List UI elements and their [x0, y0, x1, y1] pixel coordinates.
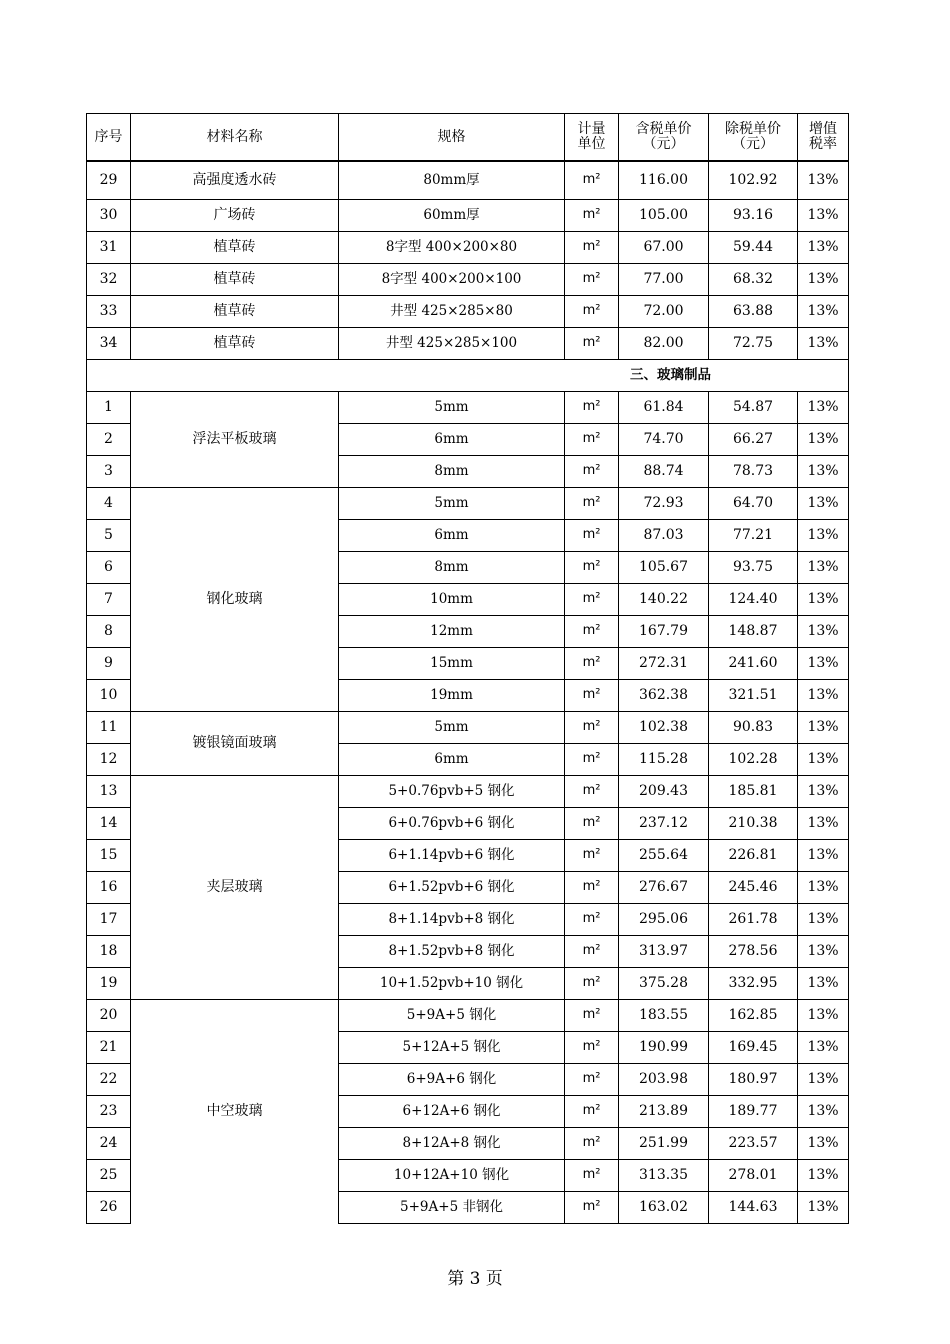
cell-vat: 13% [798, 871, 849, 903]
cell-seq: 15 [87, 839, 131, 871]
cell-unit: m² [565, 967, 619, 999]
cell-vat: 13% [798, 775, 849, 807]
cell-seq: 5 [87, 519, 131, 551]
cell-vat: 13% [798, 711, 849, 743]
cell-spec: 8字型 400×200×100 [339, 263, 565, 295]
cell-price-notax: 66.27 [709, 423, 798, 455]
cell-name: 植草砖 [131, 263, 339, 295]
header-name: 材料名称 [131, 114, 339, 162]
cell-unit: m² [565, 807, 619, 839]
cell-vat: 13% [798, 519, 849, 551]
cell-seq: 20 [87, 999, 131, 1031]
cell-unit: m² [565, 1191, 619, 1223]
cell-seq: 32 [87, 263, 131, 295]
cell-vat: 13% [798, 967, 849, 999]
cell-price-notax: 278.56 [709, 935, 798, 967]
cell-price-tax: 115.28 [619, 743, 709, 775]
cell-price-notax: 332.95 [709, 967, 798, 999]
cell-name: 镀银镜面玻璃 [131, 711, 339, 775]
cell-unit: m² [565, 487, 619, 519]
cell-price-tax: 140.22 [619, 583, 709, 615]
cell-price-tax: 163.02 [619, 1191, 709, 1223]
cell-spec: 8+12A+8 钢化 [339, 1127, 565, 1159]
cell-unit: m² [565, 583, 619, 615]
cell-unit: m² [565, 903, 619, 935]
cell-unit: m² [565, 743, 619, 775]
cell-spec: 井型 425×285×100 [339, 327, 565, 359]
cell-vat: 13% [798, 487, 849, 519]
table-row [87, 199, 849, 231]
cell-price-tax: 105.00 [619, 199, 709, 231]
cell-spec: 15mm [339, 647, 565, 679]
cell-spec: 6mm [339, 519, 565, 551]
cell-price-notax: 321.51 [709, 679, 798, 711]
cell-vat: 13% [798, 1127, 849, 1159]
cell-vat: 13% [798, 647, 849, 679]
cell-spec: 10mm [339, 583, 565, 615]
cell-price-tax: 209.43 [619, 775, 709, 807]
cell-unit: m² [565, 1095, 619, 1127]
cell-unit: m² [565, 999, 619, 1031]
cell-seq: 19 [87, 967, 131, 999]
cell-price-notax: 72.75 [709, 327, 798, 359]
cell-price-tax: 74.70 [619, 423, 709, 455]
table-row [87, 999, 849, 1031]
table-row [87, 775, 849, 807]
cell-price-tax: 67.00 [619, 231, 709, 263]
cell-price-tax: 77.00 [619, 263, 709, 295]
cell-price-tax: 203.98 [619, 1063, 709, 1095]
cell-price-tax: 251.99 [619, 1127, 709, 1159]
header-seq: 序号 [87, 114, 131, 162]
section-title: 三、玻璃制品 [87, 359, 849, 391]
cell-vat: 13% [798, 1159, 849, 1191]
cell-seq: 24 [87, 1127, 131, 1159]
cell-spec: 12mm [339, 615, 565, 647]
cell-unit: m² [565, 871, 619, 903]
cell-price-notax: 223.57 [709, 1127, 798, 1159]
cell-spec: 10+1.52pvb+10 钢化 [339, 967, 565, 999]
cell-spec: 6+12A+6 钢化 [339, 1095, 565, 1127]
cell-price-tax: 313.97 [619, 935, 709, 967]
cell-name: 植草砖 [131, 295, 339, 327]
cell-spec: 6+0.76pvb+6 钢化 [339, 807, 565, 839]
cell-price-tax: 72.93 [619, 487, 709, 519]
cell-unit: m² [565, 679, 619, 711]
cell-spec: 6+1.14pvb+6 钢化 [339, 839, 565, 871]
cell-spec: 5mm [339, 487, 565, 519]
table-header [87, 114, 849, 162]
cell-spec: 8+1.52pvb+8 钢化 [339, 935, 565, 967]
cell-seq: 7 [87, 583, 131, 615]
cell-unit: m² [565, 455, 619, 487]
cell-spec: 5mm [339, 391, 565, 423]
cell-price-notax: 90.83 [709, 711, 798, 743]
cell-seq: 10 [87, 679, 131, 711]
cell-spec: 6mm [339, 423, 565, 455]
cell-price-notax: 278.01 [709, 1159, 798, 1191]
table-row [87, 391, 849, 423]
cell-price-notax: 102.28 [709, 743, 798, 775]
header-vat: 增值 税率 [798, 114, 849, 162]
cell-price-tax: 72.00 [619, 295, 709, 327]
cell-price-tax: 105.67 [619, 551, 709, 583]
cell-price-notax: 148.87 [709, 615, 798, 647]
cell-price-tax: 276.67 [619, 871, 709, 903]
cell-price-notax: 144.63 [709, 1191, 798, 1223]
table-row [87, 263, 849, 295]
cell-price-notax: 162.85 [709, 999, 798, 1031]
header-price-tax: 含税单价 （元） [619, 114, 709, 162]
cell-price-tax: 116.00 [619, 161, 709, 199]
cell-vat: 13% [798, 1031, 849, 1063]
cell-vat: 13% [798, 231, 849, 263]
cell-unit: m² [565, 423, 619, 455]
cell-vat: 13% [798, 263, 849, 295]
cell-price-notax: 93.16 [709, 199, 798, 231]
cell-price-tax: 375.28 [619, 967, 709, 999]
cell-vat: 13% [798, 1095, 849, 1127]
section-title-row [87, 359, 849, 391]
cell-unit: m² [565, 1127, 619, 1159]
cell-vat: 13% [798, 1063, 849, 1095]
price-table [86, 113, 849, 1224]
table-row [87, 295, 849, 327]
table-row [87, 161, 849, 199]
cell-vat: 13% [798, 679, 849, 711]
cell-spec: 5+9A+5 钢化 [339, 999, 565, 1031]
cell-unit: m² [565, 519, 619, 551]
cell-vat: 13% [798, 1191, 849, 1223]
cell-spec: 井型 425×285×80 [339, 295, 565, 327]
cell-name: 浮法平板玻璃 [131, 391, 339, 487]
cell-price-notax: 102.92 [709, 161, 798, 199]
cell-seq: 9 [87, 647, 131, 679]
page-number: 第 3 页 [447, 1269, 503, 1289]
cell-unit: m² [565, 775, 619, 807]
cell-spec: 5+9A+5 非钢化 [339, 1191, 565, 1223]
cell-seq: 16 [87, 871, 131, 903]
cell-price-notax: 226.81 [709, 839, 798, 871]
cell-price-notax: 241.60 [709, 647, 798, 679]
cell-vat: 13% [798, 455, 849, 487]
cell-vat: 13% [798, 391, 849, 423]
cell-price-notax: 54.87 [709, 391, 798, 423]
table-row [87, 487, 849, 519]
table-body [87, 161, 849, 1223]
cell-price-tax: 237.12 [619, 807, 709, 839]
cell-seq: 13 [87, 775, 131, 807]
cell-seq: 17 [87, 903, 131, 935]
cell-spec: 6mm [339, 743, 565, 775]
cell-price-notax: 261.78 [709, 903, 798, 935]
cell-unit: m² [565, 161, 619, 199]
cell-spec: 8mm [339, 455, 565, 487]
cell-seq: 29 [87, 161, 131, 199]
table-row [87, 231, 849, 263]
cell-spec: 5mm [339, 711, 565, 743]
cell-price-notax: 210.38 [709, 807, 798, 839]
cell-name: 中空玻璃 [131, 999, 339, 1223]
cell-unit: m² [565, 231, 619, 263]
header-spec: 规格 [339, 114, 565, 162]
cell-price-tax: 295.06 [619, 903, 709, 935]
cell-seq: 3 [87, 455, 131, 487]
cell-unit: m² [565, 551, 619, 583]
cell-vat: 13% [798, 199, 849, 231]
cell-unit: m² [565, 839, 619, 871]
cell-spec: 10+12A+10 钢化 [339, 1159, 565, 1191]
cell-seq: 2 [87, 423, 131, 455]
cell-spec: 6+9A+6 钢化 [339, 1063, 565, 1095]
cell-seq: 14 [87, 807, 131, 839]
cell-spec: 80mm厚 [339, 161, 565, 199]
cell-spec: 5+0.76pvb+5 钢化 [339, 775, 565, 807]
cell-unit: m² [565, 327, 619, 359]
cell-unit: m² [565, 615, 619, 647]
cell-spec: 8字型 400×200×80 [339, 231, 565, 263]
cell-name: 钢化玻璃 [131, 487, 339, 711]
cell-vat: 13% [798, 295, 849, 327]
cell-name: 广场砖 [131, 199, 339, 231]
cell-vat: 13% [798, 551, 849, 583]
cell-unit: m² [565, 263, 619, 295]
cell-seq: 21 [87, 1031, 131, 1063]
cell-price-tax: 61.84 [619, 391, 709, 423]
cell-price-tax: 190.99 [619, 1031, 709, 1063]
cell-unit: m² [565, 295, 619, 327]
cell-price-notax: 78.73 [709, 455, 798, 487]
cell-seq: 12 [87, 743, 131, 775]
cell-price-tax: 87.03 [619, 519, 709, 551]
cell-price-notax: 77.21 [709, 519, 798, 551]
cell-price-tax: 255.64 [619, 839, 709, 871]
cell-price-notax: 68.32 [709, 263, 798, 295]
cell-name: 夹层玻璃 [131, 775, 339, 999]
cell-seq: 22 [87, 1063, 131, 1095]
cell-unit: m² [565, 1031, 619, 1063]
cell-unit: m² [565, 935, 619, 967]
cell-seq: 18 [87, 935, 131, 967]
cell-price-tax: 362.38 [619, 679, 709, 711]
cell-price-notax: 93.75 [709, 551, 798, 583]
cell-price-tax: 167.79 [619, 615, 709, 647]
cell-price-tax: 213.89 [619, 1095, 709, 1127]
cell-name: 植草砖 [131, 231, 339, 263]
table-row [87, 711, 849, 743]
cell-seq: 34 [87, 327, 131, 359]
cell-seq: 11 [87, 711, 131, 743]
cell-price-notax: 245.46 [709, 871, 798, 903]
cell-unit: m² [565, 1159, 619, 1191]
cell-vat: 13% [798, 423, 849, 455]
cell-vat: 13% [798, 161, 849, 199]
cell-price-tax: 102.38 [619, 711, 709, 743]
cell-price-notax: 59.44 [709, 231, 798, 263]
cell-seq: 6 [87, 551, 131, 583]
cell-unit: m² [565, 199, 619, 231]
cell-vat: 13% [798, 999, 849, 1031]
cell-seq: 4 [87, 487, 131, 519]
cell-vat: 13% [798, 743, 849, 775]
cell-price-notax: 63.88 [709, 295, 798, 327]
header-price-notax: 除税单价 （元） [709, 114, 798, 162]
cell-vat: 13% [798, 903, 849, 935]
cell-seq: 8 [87, 615, 131, 647]
cell-spec: 60mm厚 [339, 199, 565, 231]
header-unit: 计量 单位 [565, 114, 619, 162]
cell-seq: 25 [87, 1159, 131, 1191]
cell-price-tax: 88.74 [619, 455, 709, 487]
cell-seq: 26 [87, 1191, 131, 1223]
cell-spec: 5+12A+5 钢化 [339, 1031, 565, 1063]
table-row [87, 327, 849, 359]
cell-price-notax: 169.45 [709, 1031, 798, 1063]
cell-vat: 13% [798, 327, 849, 359]
cell-price-tax: 272.31 [619, 647, 709, 679]
cell-spec: 19mm [339, 679, 565, 711]
cell-price-notax: 64.70 [709, 487, 798, 519]
cell-seq: 30 [87, 199, 131, 231]
cell-vat: 13% [798, 583, 849, 615]
cell-vat: 13% [798, 807, 849, 839]
cell-unit: m² [565, 1063, 619, 1095]
cell-vat: 13% [798, 935, 849, 967]
cell-price-tax: 82.00 [619, 327, 709, 359]
cell-seq: 33 [87, 295, 131, 327]
cell-price-tax: 313.35 [619, 1159, 709, 1191]
cell-seq: 31 [87, 231, 131, 263]
cell-name: 植草砖 [131, 327, 339, 359]
cell-price-notax: 124.40 [709, 583, 798, 615]
cell-unit: m² [565, 391, 619, 423]
cell-spec: 8mm [339, 551, 565, 583]
cell-vat: 13% [798, 839, 849, 871]
cell-unit: m² [565, 647, 619, 679]
cell-price-notax: 180.97 [709, 1063, 798, 1095]
cell-price-notax: 189.77 [709, 1095, 798, 1127]
cell-unit: m² [565, 711, 619, 743]
cell-vat: 13% [798, 615, 849, 647]
cell-spec: 8+1.14pvb+8 钢化 [339, 903, 565, 935]
cell-seq: 1 [87, 391, 131, 423]
cell-name: 高强度透水砖 [131, 161, 339, 199]
cell-price-notax: 185.81 [709, 775, 798, 807]
cell-spec: 6+1.52pvb+6 钢化 [339, 871, 565, 903]
cell-seq: 23 [87, 1095, 131, 1127]
cell-price-tax: 183.55 [619, 999, 709, 1031]
